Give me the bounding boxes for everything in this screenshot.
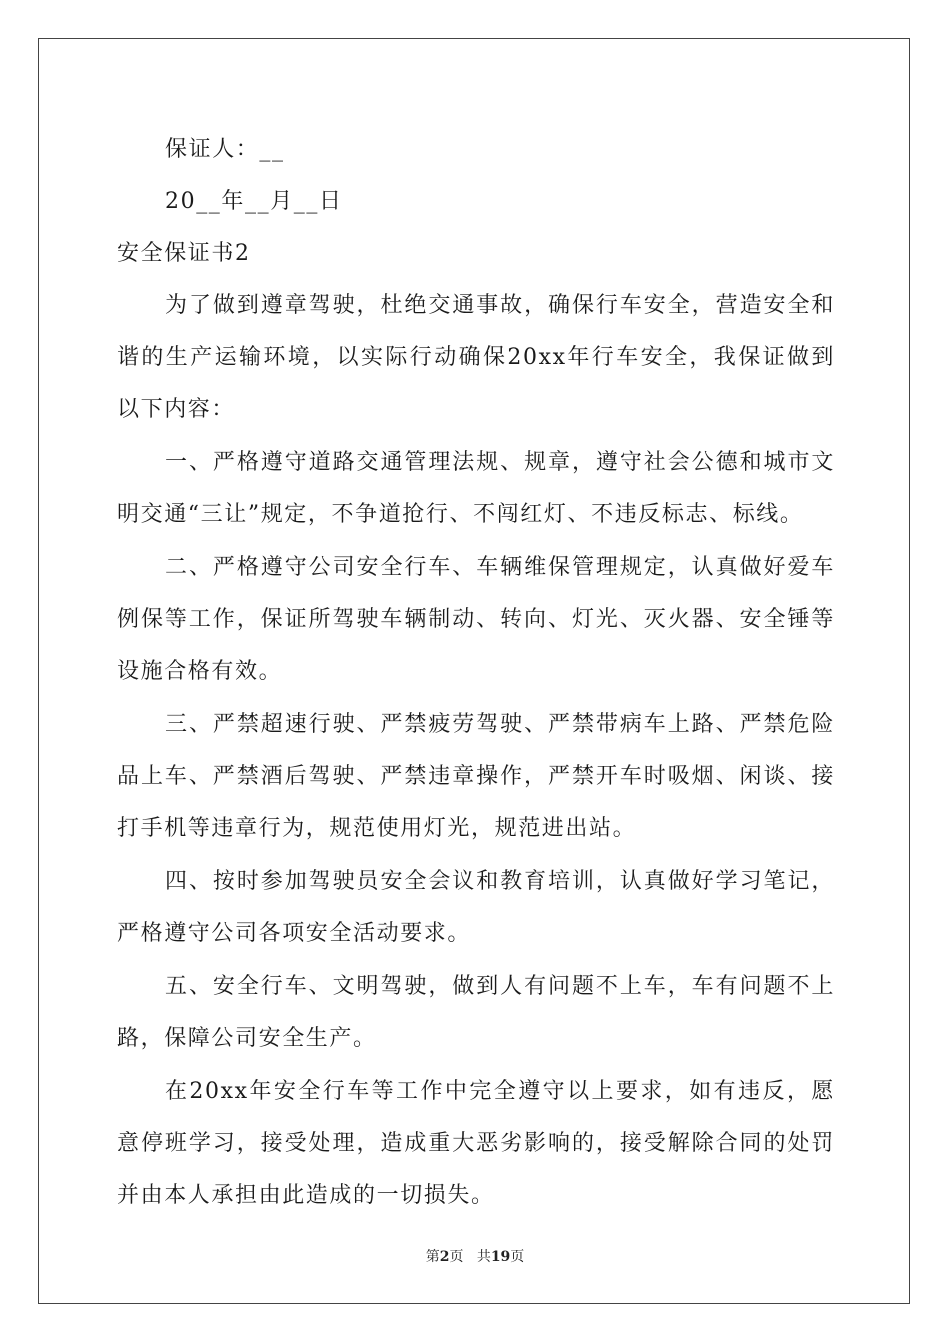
paragraph-item-5: 五、安全行车、文明驾驶，做到人有问题不上车，车有问题不上路，保障公司安全生产。 [117,974,835,1051]
paragraph-closing: 在20xx年安全行车等工作中完全遵守以上要求，如有违反，愿意停班学习，接受处理，造成重大恶劣影响的，接受解除合同的处罚并由本人承担由此造成的一切损失。 [117,1079,835,1208]
date-line: 20__年__月__日 [165,189,343,214]
paragraph-item-2: 二、严格遵守公司安全行车、车辆维保管理规定，认真做好爱车例保等工作，保证所驾驶车辆制动、转向、灯光、灭火器、安全锤等设施合格有效。 [117,555,835,684]
footer-total-prefix: 共 [476,1249,491,1265]
document-title: 安全保证书2 [117,241,251,266]
paragraph-item-1: 一、严格遵守道路交通管理法规、规章，遵守社会公德和城市文明交通“三让”规定，不争道抢行、不闯红灯、不违反标志、标线。 [117,450,835,527]
document-body [117,124,835,1223]
current-page-number: 2 [439,1249,450,1265]
page-footer [0,1246,950,1266]
guarantor-line: 保证人：__ [165,137,285,162]
footer-page-unit: 页 [449,1249,464,1265]
paragraph-item-4: 四、按时参加驾驶员安全会议和教育培训，认真做好学习笔记，严格遵守公司各项安全活动要求。 [117,869,835,946]
paragraph-intro: 为了做到遵章驾驶，杜绝交通事故，确保行车安全，营造安全和谐的生产运输环境，以实际行动确保20xx年行车安全，我保证做到以下内容： [117,293,835,422]
paragraph-item-3: 三、严禁超速行驶、严禁疲劳驾驶、严禁带病车上路、严禁危险品上车、严禁酒后驾驶、严禁违章操作，严禁开车时吸烟、闲谈、接打手机等违章行为，规范使用灯光，规范进出站。 [117,712,835,841]
total-pages-number: 19 [490,1249,511,1265]
footer-total-unit: 页 [510,1249,525,1265]
footer-prefix: 第 [425,1249,440,1265]
